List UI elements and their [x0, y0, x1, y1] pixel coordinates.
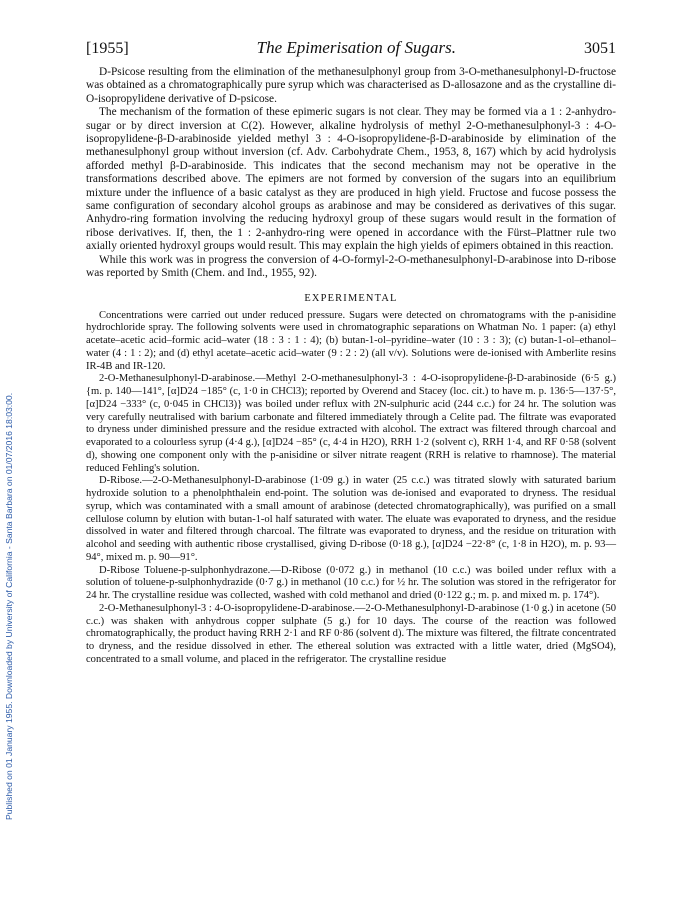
body-paragraph: While this work was in progress the conversion of 4-O-formyl-2-O-methanesulphonyl-D-arabinose into D-ribose was reported by Smith (Chem. and Ind., 1955, 92).: [86, 253, 616, 280]
body-paragraph: D-Psicose resulting from the elimination of the methanesulphonyl group from 3-O-methanesulphonyl-D-fructose was obtained as a chromatographically pure syrup which was characterised as D-allosazone and as the crystalline di-O-isopropylidene derivative of D-psicose.: [86, 66, 616, 105]
experimental-paragraph: D-Ribose Toluene-p-sulphonhydrazone.—D-Ribose (0·072 g.) in methanol (10 c.c.) was boiled under reflux with a solution of toluene-p-sulphonhydrazide (0·7 g.) in methanol (10 c.c.) for ½ hr. The solution was stored in the refrigerator for 24 hr. The crystalline residue was collected, washed with cold methanol and dried (0·122 g.; m. p. and mixed m. p. 174°).: [86, 564, 616, 601]
download-note-sidebar: [4, 60, 18, 820]
experimental-section: [86, 310, 616, 667]
header-year: [1955]: [86, 40, 129, 57]
page-content: [86, 38, 616, 667]
experimental-paragraph: Concentrations were carried out under reduced pressure. Sugars were detected on chromatograms with the p-anisidine hydrochloride spray. The following solvents were used in chromatographic separations on Whatman No. 1 paper: (a) ethyl acetate–acetic acid–formic acid–water (18 : 3 : 1 : 4); (b) butan-1-ol–pyridine–water (10 : 3 : 3); (c) butan-1-ol–ethanol–water (4 : 1 : 2); and (d) ethyl acetate–acetic acid–water (9 : 2 : 2) (all v/v). Solutions were de-ionised with Amberlite resins IR-4B and IR-120.: [86, 309, 616, 372]
experimental-paragraph: 2-O-Methanesulphonyl-D-arabinose.—Methyl 2-O-methanesulphonyl-3 : 4-O-isopropylidene-β-D-arabinoside (6·5 g.) {m. p. 140—141°, [α]D24 −185° (c, 1·0 in CHCl3); reported by Overend and Stacey (loc. cit.) to have m. p. 136·5—137·5°, [α]D24 −333° (c, 0·045 in CHCl3)} was boiled under reflux with 2N-sulphuric acid (244 c.c.) for 24 hr. The solution was very carefully neutralised with barium carbonate and filtered immediately through a Celite pad. The filtrate was evaporated to dryness under diminished pressure and the residue extracted with alcohol. The extract was filtered through charcoal and evaporated to a colourless syrup (4·4 g.), [α]D24 −85° (c, 4·4 in H2O), RRH 1·2 (solvent c), RRH 1·4, and RF 0·58 (solvent d), showing one component only with the p-anisidine or silver nitrate reagent (RRH is relative to rhamnose). The material reduced Fehling's solution.: [86, 373, 616, 474]
experimental-paragraph: 2-O-Methanesulphonyl-3 : 4-O-isopropylidene-D-arabinose.—2-O-Methanesulphonyl-D-arabinose (1·0 g.) in acetone (50 c.c.) was shaken with anhydrous copper sulphate (5 g.) for 10 days. The course of the reaction was followed chromatographically, the product having RRH 2·1 and RF 0·86 (solvent d). The mixture was filtered, the filtrate concentrated to dryness, and the residue dissolved in ether. The ethereal solution was extracted with a little water, dried (MgSO4), concentrated to a small volume, and placed in the refrigerator. The crystalline residue: [86, 602, 616, 665]
download-note-text: Published on 01 January 1955. Downloaded by University of California - Santa Barbara on 01/07/2016 18:03:00.: [4, 392, 14, 820]
page-number: 3051: [583, 40, 616, 57]
running-header: [86, 38, 616, 58]
section-heading-experimental: EXPERIMENTAL: [304, 292, 398, 304]
experimental-paragraph: D-Ribose.—2-O-Methanesulphonyl-D-arabinose (1·09 g.) in water (25 c.c.) was titrated slowly with saturated barium hydroxide solution to a phenolphthalein end-point. The solution was de-ionised and evaporated to dryness. The residual syrup, which was contaminated with a small amount of arabinose (detected chromatographically), was purified on a small cellulose column by elution with butan-1-ol half saturated with water. The eluate was evaporated to dryness, and the residue dissolved in water and filtered through charcoal. The filtrate was evaporated to dryness, and the residue on trituration with alcohol and seeding with authentic ribose crystallised, giving D-ribose (0·18 g.), [α]D24 −22·8° (c, 1·8 in H2O), m. p. 93—94°, mixed m. p. 90—91°.: [86, 475, 616, 563]
body-paragraph: The mechanism of the formation of these epimeric sugars is not clear. They may be formed via a 1 : 2-anhydro-sugar or by direct inversion at C(2). However, alkaline hydrolysis of methyl 2-O-methanesulphonyl-3 : 4-O-isopropylidene-β-D-arabinoside yielded methyl 3 : 4-O-isopropylidene-β-D-arabinoside by elimination of the methanesulphonyl group without inversion (cf. Adv. Carbohydrate Chem., 1953, 8, 167) which by acid hydrolysis afforded methyl β-D-arabinoside. This indicates that the second mechanism may not be operative in the transformations described above. The epimers are not formed by conversion of the sugars into an equilibrium mixture under the influence of a basic catalyst as they are produced in high yield. Fructose and fucose possess the same configuration of secondary alcohol groups as arabinose and may be considered as derivatives of this sugar. Anhydro-ring formation involving the reducing hydroxyl group of these sugars would result in the formation of ribose derivatives. If, then, the 1 : 2-anhydro-ring were opened in accordance with the Fürst–Plattner rule two axially oriented hydroxyl groups would result. This may explain the high yields of epimers obtained in this reaction.: [86, 106, 616, 253]
header-title: The Epimerisation of Sugars.: [256, 38, 456, 57]
